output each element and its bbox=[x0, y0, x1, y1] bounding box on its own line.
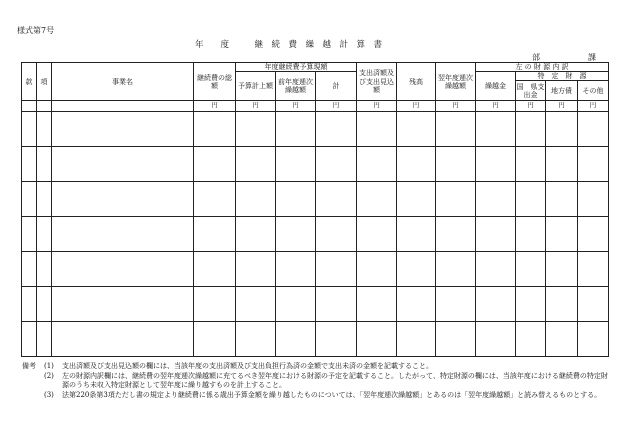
table-cell[interactable] bbox=[316, 287, 357, 322]
table-row bbox=[22, 147, 609, 182]
table-row bbox=[22, 287, 609, 322]
table-cell[interactable] bbox=[546, 112, 578, 147]
form-number: 様式第7号 bbox=[17, 26, 55, 35]
note-number: (1) bbox=[44, 362, 54, 370]
header-yosan-group: 年度継続費予算現額 bbox=[236, 63, 357, 72]
header-jigyo: 事業名 bbox=[52, 63, 194, 101]
table-cell[interactable] bbox=[546, 217, 578, 252]
table-cell[interactable] bbox=[546, 252, 578, 287]
table-row bbox=[22, 182, 609, 217]
table-cell[interactable] bbox=[397, 147, 436, 182]
unit-row bbox=[22, 101, 609, 112]
note-item bbox=[22, 391, 612, 401]
unit-label: 円 bbox=[236, 101, 276, 112]
note-number: (3) bbox=[44, 390, 54, 399]
note-item bbox=[22, 362, 612, 372]
table-cell[interactable] bbox=[276, 112, 316, 147]
table-cell[interactable] bbox=[52, 322, 194, 357]
table-cell[interactable] bbox=[578, 217, 609, 252]
header-zaigen-group: 左 の 財 源 内 訳 bbox=[476, 63, 609, 72]
table-cell[interactable] bbox=[357, 287, 397, 322]
unit-label: 円 bbox=[357, 101, 397, 112]
table-cell[interactable] bbox=[316, 112, 357, 147]
table-cell[interactable] bbox=[578, 252, 609, 287]
table-cell[interactable] bbox=[52, 112, 194, 147]
table-cell[interactable] bbox=[397, 112, 436, 147]
table-cell[interactable] bbox=[436, 112, 476, 147]
header-zandaka: 残高 bbox=[397, 63, 436, 101]
table-cell[interactable] bbox=[546, 287, 578, 322]
header-kei: 計 bbox=[316, 72, 357, 101]
note-indent bbox=[22, 391, 44, 401]
table-cell[interactable] bbox=[37, 147, 52, 182]
table-cell[interactable] bbox=[316, 322, 357, 357]
table-cell[interactable] bbox=[357, 112, 397, 147]
table-cell[interactable] bbox=[37, 182, 52, 217]
table-body bbox=[22, 112, 609, 357]
table-cell[interactable] bbox=[357, 217, 397, 252]
table-cell[interactable] bbox=[52, 182, 194, 217]
table-cell[interactable] bbox=[276, 217, 316, 252]
table-cell[interactable] bbox=[194, 182, 236, 217]
table-cell[interactable] bbox=[516, 182, 546, 217]
table-cell[interactable] bbox=[236, 147, 276, 182]
table-cell[interactable] bbox=[37, 287, 52, 322]
header-sonota: その他 bbox=[578, 81, 609, 101]
header-zennendo: 前年度逓次繰越額 bbox=[276, 72, 316, 101]
table-cell[interactable] bbox=[397, 217, 436, 252]
table-cell[interactable] bbox=[436, 147, 476, 182]
table-cell[interactable] bbox=[194, 322, 236, 357]
table-cell[interactable] bbox=[546, 182, 578, 217]
table-cell[interactable] bbox=[52, 217, 194, 252]
table-cell[interactable] bbox=[516, 252, 546, 287]
table-cell[interactable] bbox=[476, 252, 516, 287]
table-cell[interactable] bbox=[276, 182, 316, 217]
unit-label: 円 bbox=[476, 101, 516, 112]
unit-label: 円 bbox=[436, 101, 476, 112]
note-text: 支出済額及び支出見込額の欄には、当該年度の支出済額及び支出負担行為済の金額で支出未済の金額を記載すること。 bbox=[62, 362, 433, 370]
table-cell[interactable] bbox=[357, 147, 397, 182]
note-number: (2) bbox=[44, 371, 54, 380]
table-cell[interactable] bbox=[476, 322, 516, 357]
header-kurikoshikin: 繰越金 bbox=[476, 72, 516, 101]
table-cell[interactable] bbox=[316, 182, 357, 217]
table-cell[interactable] bbox=[37, 112, 52, 147]
unit-label: 円 bbox=[194, 101, 236, 112]
table-cell[interactable] bbox=[397, 252, 436, 287]
table-cell[interactable] bbox=[436, 217, 476, 252]
table-cell[interactable] bbox=[276, 287, 316, 322]
table-cell[interactable] bbox=[546, 147, 578, 182]
table-cell[interactable] bbox=[276, 252, 316, 287]
carryover-table bbox=[21, 62, 609, 357]
table-cell[interactable] bbox=[516, 112, 546, 147]
table-cell[interactable] bbox=[194, 112, 236, 147]
table-cell[interactable] bbox=[37, 217, 52, 252]
table-cell[interactable] bbox=[316, 217, 357, 252]
table-cell[interactable] bbox=[516, 322, 546, 357]
table-cell[interactable] bbox=[516, 147, 546, 182]
header-yosan-keijo: 予算計上額 bbox=[236, 72, 276, 101]
unit-label: 円 bbox=[516, 101, 546, 112]
note-text: 法第220条第3項ただし書の規定より継続費に係る歳出予算金額を繰り越したものについては、「翌年度逓次繰越額」とあるのは「翌年度繰越額」と読み替えるものとする。 bbox=[62, 390, 602, 399]
table-cell[interactable] bbox=[22, 101, 37, 112]
table-cell[interactable] bbox=[397, 322, 436, 357]
unit-label: 円 bbox=[316, 101, 357, 112]
header-keizoku-sogaku: 継続費の総額 bbox=[194, 63, 236, 101]
table-cell[interactable] bbox=[52, 147, 194, 182]
table-cell[interactable] bbox=[236, 322, 276, 357]
unit-label: 円 bbox=[276, 101, 316, 112]
table-cell[interactable] bbox=[37, 322, 52, 357]
table-cell[interactable] bbox=[22, 147, 37, 182]
table-cell[interactable] bbox=[476, 217, 516, 252]
unit-label: 円 bbox=[397, 101, 436, 112]
table-cell[interactable] bbox=[236, 182, 276, 217]
table-cell[interactable] bbox=[436, 252, 476, 287]
table-cell[interactable] bbox=[436, 182, 476, 217]
table-cell[interactable] bbox=[516, 287, 546, 322]
table-cell[interactable] bbox=[276, 322, 316, 357]
table-cell[interactable] bbox=[357, 252, 397, 287]
note-text: 左の財源内訳欄には、継続費の翌年度逓次繰越額に充てるべき翌年度における財源の予定を記載すること。したがって、特定財源の欄には、当該年度における継続費の特定財源のうち未収入特定財源として翌年度に繰り越すものを計上すること。 bbox=[62, 371, 608, 389]
table-cell[interactable] bbox=[436, 322, 476, 357]
header-kan: 款 bbox=[22, 63, 37, 101]
note-item bbox=[22, 372, 612, 391]
table-row bbox=[22, 217, 609, 252]
table-cell[interactable] bbox=[316, 147, 357, 182]
header-kou: 項 bbox=[37, 63, 52, 101]
table-cell[interactable] bbox=[22, 322, 37, 357]
table-cell[interactable] bbox=[357, 182, 397, 217]
header-shishutsu: 支出済額及び支出見込額 bbox=[357, 63, 397, 101]
table-cell[interactable] bbox=[236, 217, 276, 252]
table-cell[interactable] bbox=[397, 287, 436, 322]
table-row bbox=[22, 252, 609, 287]
unit-label: 円 bbox=[578, 101, 609, 112]
table-cell[interactable] bbox=[37, 101, 52, 112]
table-cell[interactable] bbox=[476, 182, 516, 217]
header-kokuken: 国 県支出金 bbox=[516, 82, 545, 99]
table-cell[interactable] bbox=[22, 182, 37, 217]
table-cell[interactable] bbox=[476, 112, 516, 147]
table-cell[interactable] bbox=[578, 112, 609, 147]
table-cell[interactable] bbox=[194, 252, 236, 287]
table-cell[interactable] bbox=[22, 252, 37, 287]
table-cell[interactable] bbox=[22, 112, 37, 147]
table-cell[interactable] bbox=[546, 322, 578, 357]
table-cell[interactable] bbox=[276, 147, 316, 182]
table-cell[interactable] bbox=[52, 101, 194, 112]
table-cell[interactable] bbox=[397, 182, 436, 217]
table-row bbox=[22, 322, 609, 357]
table-cell[interactable] bbox=[194, 217, 236, 252]
document-title: 年 度 継 続 費 繰 越 計 算 書 bbox=[195, 40, 383, 50]
header-chihosai: 地方債 bbox=[546, 81, 578, 101]
table-cell[interactable] bbox=[516, 217, 546, 252]
table-cell[interactable] bbox=[236, 287, 276, 322]
department-label: 部 課 bbox=[532, 53, 596, 62]
table-cell[interactable] bbox=[52, 252, 194, 287]
notes-heading: 備考 bbox=[22, 362, 36, 370]
unit-label: 円 bbox=[546, 101, 578, 112]
table-cell[interactable] bbox=[37, 252, 52, 287]
table-cell[interactable] bbox=[22, 287, 37, 322]
header-yokunendo: 翌年度逓次繰越額 bbox=[436, 63, 476, 101]
table-cell[interactable] bbox=[578, 287, 609, 322]
table-cell[interactable] bbox=[236, 112, 276, 147]
header-tokutei-group: 特 定 財 源 bbox=[516, 72, 609, 81]
table-cell[interactable] bbox=[578, 147, 609, 182]
table-cell[interactable] bbox=[194, 287, 236, 322]
table-cell[interactable] bbox=[236, 252, 276, 287]
table-row bbox=[22, 112, 609, 147]
table-cell[interactable] bbox=[578, 182, 609, 217]
note-indent bbox=[22, 372, 44, 391]
table-cell[interactable] bbox=[316, 252, 357, 287]
table-cell[interactable] bbox=[52, 287, 194, 322]
table-cell[interactable] bbox=[194, 147, 236, 182]
table-cell[interactable] bbox=[357, 322, 397, 357]
notes-section bbox=[22, 362, 612, 400]
table-cell[interactable] bbox=[436, 287, 476, 322]
table-cell[interactable] bbox=[578, 322, 609, 357]
table-cell[interactable] bbox=[476, 147, 516, 182]
table-cell[interactable] bbox=[22, 217, 37, 252]
table-cell[interactable] bbox=[476, 287, 516, 322]
